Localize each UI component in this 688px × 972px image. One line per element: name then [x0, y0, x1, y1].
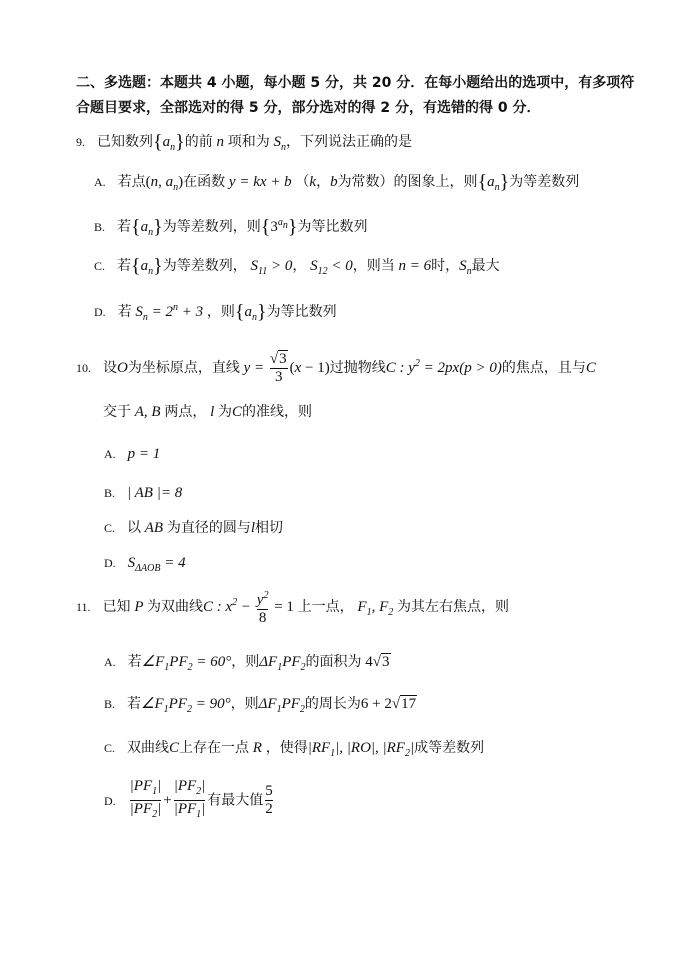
question-10-stem-cont: 交于 A, B 两点， l 为C的准线，则 [103, 404, 313, 420]
question-10-option-a: A. p = 1 [104, 446, 161, 462]
question-10-option-c: C. 以 AB 为直径的圆与l相切 [104, 520, 284, 536]
question-11-option-d: D. $\frac{|PF_1|}{|PF_2|}$ + $\frac{|PF_2|}{|PF_1|}$ 有最大值 $\frac{5}{2}$ [104, 778, 275, 823]
question-11-stem: 11. 已知 P 为双曲线C : $x^2$ − $\frac{y^2}{8}$ = 1 上一点， $F_1$, $F_2$ 为其左右焦点，则 [76, 590, 509, 626]
question-11-option-c: C. 双曲线C上存在一点 R ，使得$|RF_1|$, |RO|, $|RF_2|$成等差数列 [104, 740, 485, 759]
question-10-option-b: B. | AB |= 8 [104, 485, 183, 501]
question-11-option-a: A. 若$\angle F_1PF_2 = 60^\circ$，则$\Delta F_1PF_2$的面积为 4√3 [104, 654, 390, 673]
question-9-stem: 9. 已知数列$\{a_n\}$的前 n 项和为 $S_n$，下列说法正确的是 [76, 131, 412, 153]
question-number: 11. [76, 600, 91, 614]
question-10-stem: 10. 设O为坐标原点，直线 y = $\frac{√3}{3}$ (x − 1)过抛物线C : $y^2 = 2px(p > 0)$的焦点，且与C [76, 350, 596, 385]
section-header-line2: 合题目要求，全部选对的得 5 分，部分选对的得 2 分，有选错的得 0 分． [76, 100, 541, 116]
question-10-option-d: D. $S_{\Delta AOB} = 4$ [104, 555, 186, 574]
section-header-line1: 二、多选题：本题共 4 小题，每小题 5 分，共 20 分．在每小题给出的选项中，有多项符 [76, 75, 635, 91]
question-number: 9. [76, 135, 85, 149]
question-9-option-a: A. 若点(n, $a_n$)在函数 y = kx + b （k，b为常数）的图象上，则$\{a_n\}$为等差数列 [94, 171, 580, 193]
question-11-option-b: B. 若$\angle F_1PF_2 = 90^\circ$，则$\Delta F_1PF_2$的周长为6 + 2√17 [104, 696, 417, 715]
question-9-option-c: C. 若$\{a_n\}$为等差数列， $S_{11} > 0$， $S_{12} < 0$，则当 n = 6时，$S_n$最大 [94, 255, 500, 277]
question-9-option-b: B. 若$\{a_n\}$为等差数列，则$\{3^{a_n}\}$为等比数列 [94, 216, 368, 238]
question-9-option-d: D. 若 $S_n = 2^n + 3$ ，则$\{a_n\}$为等比数列 [94, 301, 337, 323]
question-number: 10. [76, 361, 91, 375]
